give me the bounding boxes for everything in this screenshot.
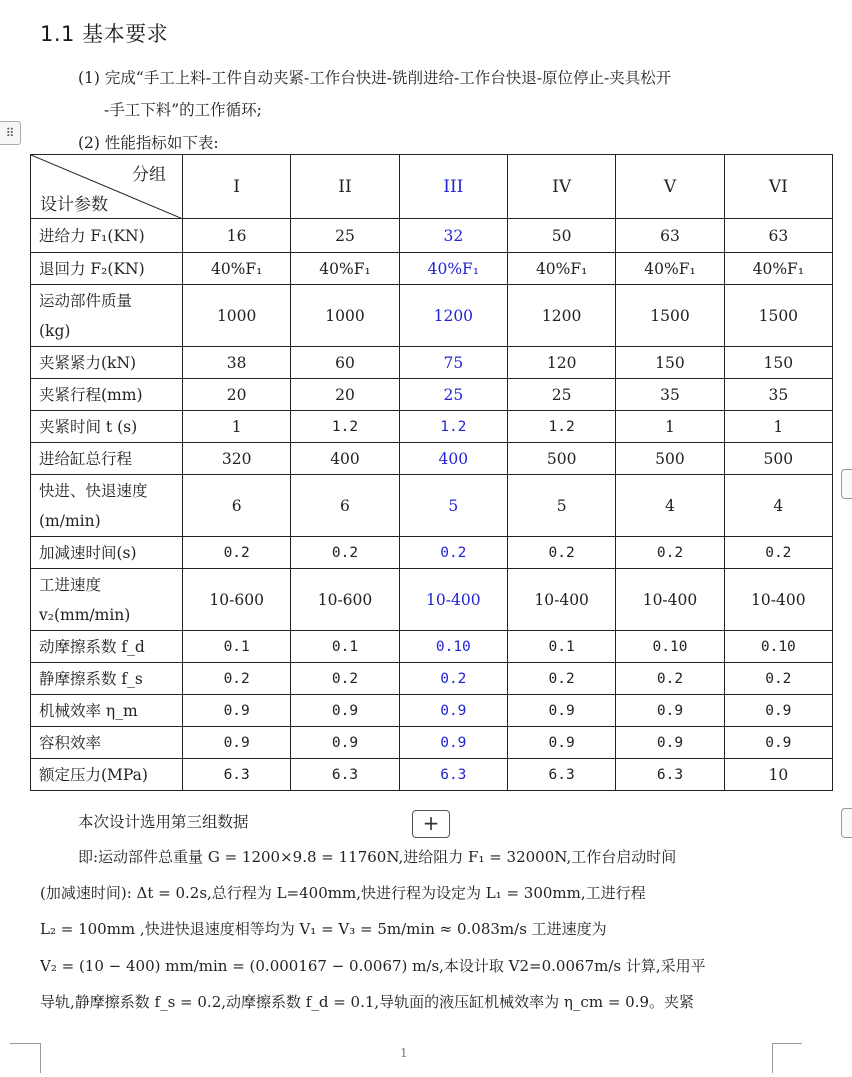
page-corner-mark-right [772, 1043, 803, 1073]
row-label: 加减速时间(s) [31, 537, 183, 569]
table-row [31, 727, 833, 759]
body-line: V₂ = (10 − 400) mm/min = (0.000167 − 0.0067) m/s,本设计取 V2=0.0067m/s 计算,采用平 [40, 957, 706, 975]
table-cell: 1 [183, 411, 291, 443]
table-corner-cell [31, 155, 183, 219]
table-header-row [31, 155, 833, 219]
section-heading: 1.1 基本要求 [40, 22, 169, 46]
table-cell: 40%F₁ [291, 253, 399, 285]
requirement-1-line-1: (1) 完成“手工上料-工件自动夹紧-工作台快进-铣削进给-工作台快退-原位停止-夹具松开 [78, 69, 672, 87]
table-cell: 500 [507, 443, 615, 475]
table-cell: 4 [616, 475, 724, 537]
table-cell: 0.2 [291, 537, 399, 569]
table-cell: 1000 [183, 285, 291, 347]
table-row [31, 537, 833, 569]
table-cell: 0.2 [507, 537, 615, 569]
table-cell: 0.1 [183, 631, 291, 663]
table-cell: 0.10 [724, 631, 832, 663]
table-cell: 0.2 [724, 663, 832, 695]
table-row [31, 379, 833, 411]
table-cell: 0.9 [616, 695, 724, 727]
page-corner-mark-left-h [10, 1043, 40, 1044]
table-cell: 35 [724, 379, 832, 411]
table-cell: 0.9 [183, 727, 291, 759]
table-cell: 25 [399, 379, 507, 411]
table-cell: 40%F₁ [399, 253, 507, 285]
table-cell: 16 [183, 219, 291, 253]
page-corner-mark-left [10, 1043, 41, 1073]
table-cell: 0.2 [399, 537, 507, 569]
corner-group-label: 分组 [132, 165, 166, 185]
table-cell: 0.9 [507, 695, 615, 727]
row-label: 退回力 F₂(KN) [31, 253, 183, 285]
table-cell: 0.9 [724, 727, 832, 759]
table-cell: 25 [291, 219, 399, 253]
table-cell: 35 [616, 379, 724, 411]
row-label: 进给缸总行程 [31, 443, 183, 475]
table-cell: 4 [724, 475, 832, 537]
right-edge-handle-2[interactable] [841, 808, 852, 838]
row-label: 静摩擦系数 f_s [31, 663, 183, 695]
table-cell: 40%F₁ [507, 253, 615, 285]
page-number: 1 [400, 1046, 408, 1060]
add-row-button[interactable]: + [412, 810, 450, 838]
table-cell: 6 [183, 475, 291, 537]
table-row [31, 253, 833, 285]
row-label: 运动部件质量 (kg) [31, 285, 183, 347]
table-row [31, 695, 833, 727]
table-cell: 32 [399, 219, 507, 253]
group-header-5: V [616, 155, 724, 219]
group-header-1: I [183, 155, 291, 219]
table-row [31, 631, 833, 663]
table-cell: 1500 [724, 285, 832, 347]
group-header-3: III [399, 155, 507, 219]
table-cell: 10-400 [616, 569, 724, 631]
table-cell: 5 [507, 475, 615, 537]
table-cell: 38 [183, 347, 291, 379]
body-line: 导轨,静摩擦系数 f_s = 0.2,动摩擦系数 f_d = 0.1,导轨面的液压缸机械效率为 η_cm = 0.9。夹紧 [40, 993, 695, 1011]
table-row [31, 759, 833, 791]
table-row [31, 663, 833, 695]
table-cell: 0.2 [291, 663, 399, 695]
table-cell: 0.2 [183, 537, 291, 569]
row-label: 动摩擦系数 f_d [31, 631, 183, 663]
table-cell: 1.2 [507, 411, 615, 443]
table-cell: 0.9 [507, 727, 615, 759]
table-cell: 0.2 [724, 537, 832, 569]
table-cell: 60 [291, 347, 399, 379]
corner-param-label: 设计参数 [40, 195, 108, 215]
table-cell: 6.3 [507, 759, 615, 791]
table-cell: 1200 [507, 285, 615, 347]
table-row [31, 569, 833, 631]
table-cell: 6.3 [399, 759, 507, 791]
body-line: L₂ = 100mm ,快进快退速度相等均为 V₁ = V₃ = 5m/min ≈ 0.083m/s 工进速度为 [40, 920, 607, 938]
requirement-2: (2) 性能指标如下表: [78, 134, 219, 152]
table-cell: 10-400 [724, 569, 832, 631]
row-label: 夹紧行程(mm) [31, 379, 183, 411]
table-cell: 10-400 [507, 569, 615, 631]
table-cell: 63 [724, 219, 832, 253]
table-cell: 5 [399, 475, 507, 537]
table-row [31, 411, 833, 443]
body-line: (加减速时间): Δt = 0.2s,总行程为 L=400mm,快进行程为设定为 L₁ = 300mm,工进行程 [40, 884, 646, 902]
table-cell: 0.10 [399, 631, 507, 663]
row-label: 进给力 F₁(KN) [31, 219, 183, 253]
row-label: 工进速度 v₂(mm/min) [31, 569, 183, 631]
table-cell: 150 [724, 347, 832, 379]
table-cell: 20 [183, 379, 291, 411]
table-cell: 1.2 [291, 411, 399, 443]
table-cell: 0.2 [183, 663, 291, 695]
table-cell: 6.3 [291, 759, 399, 791]
table-cell: 25 [507, 379, 615, 411]
table-row [31, 285, 833, 347]
table-cell: 40%F₁ [724, 253, 832, 285]
row-label: 快进、快退速度 (m/min) [31, 475, 183, 537]
table-cell: 0.9 [399, 727, 507, 759]
table-cell: 320 [183, 443, 291, 475]
table-cell: 400 [291, 443, 399, 475]
table-row [31, 475, 833, 537]
requirement-1-line-2: -手工下料”的工作循环; [104, 101, 262, 119]
row-label: 夹紧紧力(kN) [31, 347, 183, 379]
table-cell: 400 [399, 443, 507, 475]
table-cell: 500 [616, 443, 724, 475]
table-cell: 0.1 [507, 631, 615, 663]
table-cell: 1 [724, 411, 832, 443]
table-cell: 20 [291, 379, 399, 411]
table-row [31, 347, 833, 379]
table-row [31, 443, 833, 475]
table-cell: 0.2 [507, 663, 615, 695]
table-cell: 0.2 [399, 663, 507, 695]
row-label: 机械效率 η_m [31, 695, 183, 727]
table-cell: 500 [724, 443, 832, 475]
table-cell: 0.9 [616, 727, 724, 759]
table-cell: 0.9 [291, 695, 399, 727]
table-cell: 0.9 [399, 695, 507, 727]
table-cell: 120 [507, 347, 615, 379]
row-label: 额定压力(MPa) [31, 759, 183, 791]
table-cell: 50 [507, 219, 615, 253]
spec-table [30, 154, 833, 791]
page-corner-mark-right-h [772, 1043, 802, 1044]
table-cell: 0.10 [616, 631, 724, 663]
table-cell: 10 [724, 759, 832, 791]
choice-text: 本次设计选用第三组数据 [78, 813, 249, 831]
table-cell: 40%F₁ [616, 253, 724, 285]
right-edge-handle[interactable] [841, 469, 852, 499]
body-line: 即:运动部件总重量 G = 1200×9.8 = 11760N,进给阻力 F₁ = 32000N,工作台启动时间 [78, 848, 677, 866]
group-header-2: II [291, 155, 399, 219]
table-cell: 1000 [291, 285, 399, 347]
table-cell: 1 [616, 411, 724, 443]
table-cell: 40%F₁ [183, 253, 291, 285]
table-cell: 1500 [616, 285, 724, 347]
row-label: 容积效率 [31, 727, 183, 759]
table-cell: 10-600 [291, 569, 399, 631]
table-cell: 0.2 [616, 663, 724, 695]
table-cell: 6 [291, 475, 399, 537]
table-cell: 1200 [399, 285, 507, 347]
table-cell: 0.9 [291, 727, 399, 759]
table-cell: 6.3 [616, 759, 724, 791]
table-cell: 1.2 [399, 411, 507, 443]
table-cell: 0.9 [183, 695, 291, 727]
table-cell: 0.2 [616, 537, 724, 569]
group-header-6: VI [724, 155, 832, 219]
table-row [31, 219, 833, 253]
table-cell: 10-600 [183, 569, 291, 631]
table-cell: 0.1 [291, 631, 399, 663]
table-cell: 0.9 [724, 695, 832, 727]
table-cell: 6.3 [183, 759, 291, 791]
row-label: 夹紧时间 t (s) [31, 411, 183, 443]
table-cell: 75 [399, 347, 507, 379]
table-cell: 63 [616, 219, 724, 253]
drag-handle-icon[interactable]: ⠿ [0, 121, 21, 145]
group-header-4: IV [507, 155, 615, 219]
table-cell: 10-400 [399, 569, 507, 631]
table-cell: 150 [616, 347, 724, 379]
